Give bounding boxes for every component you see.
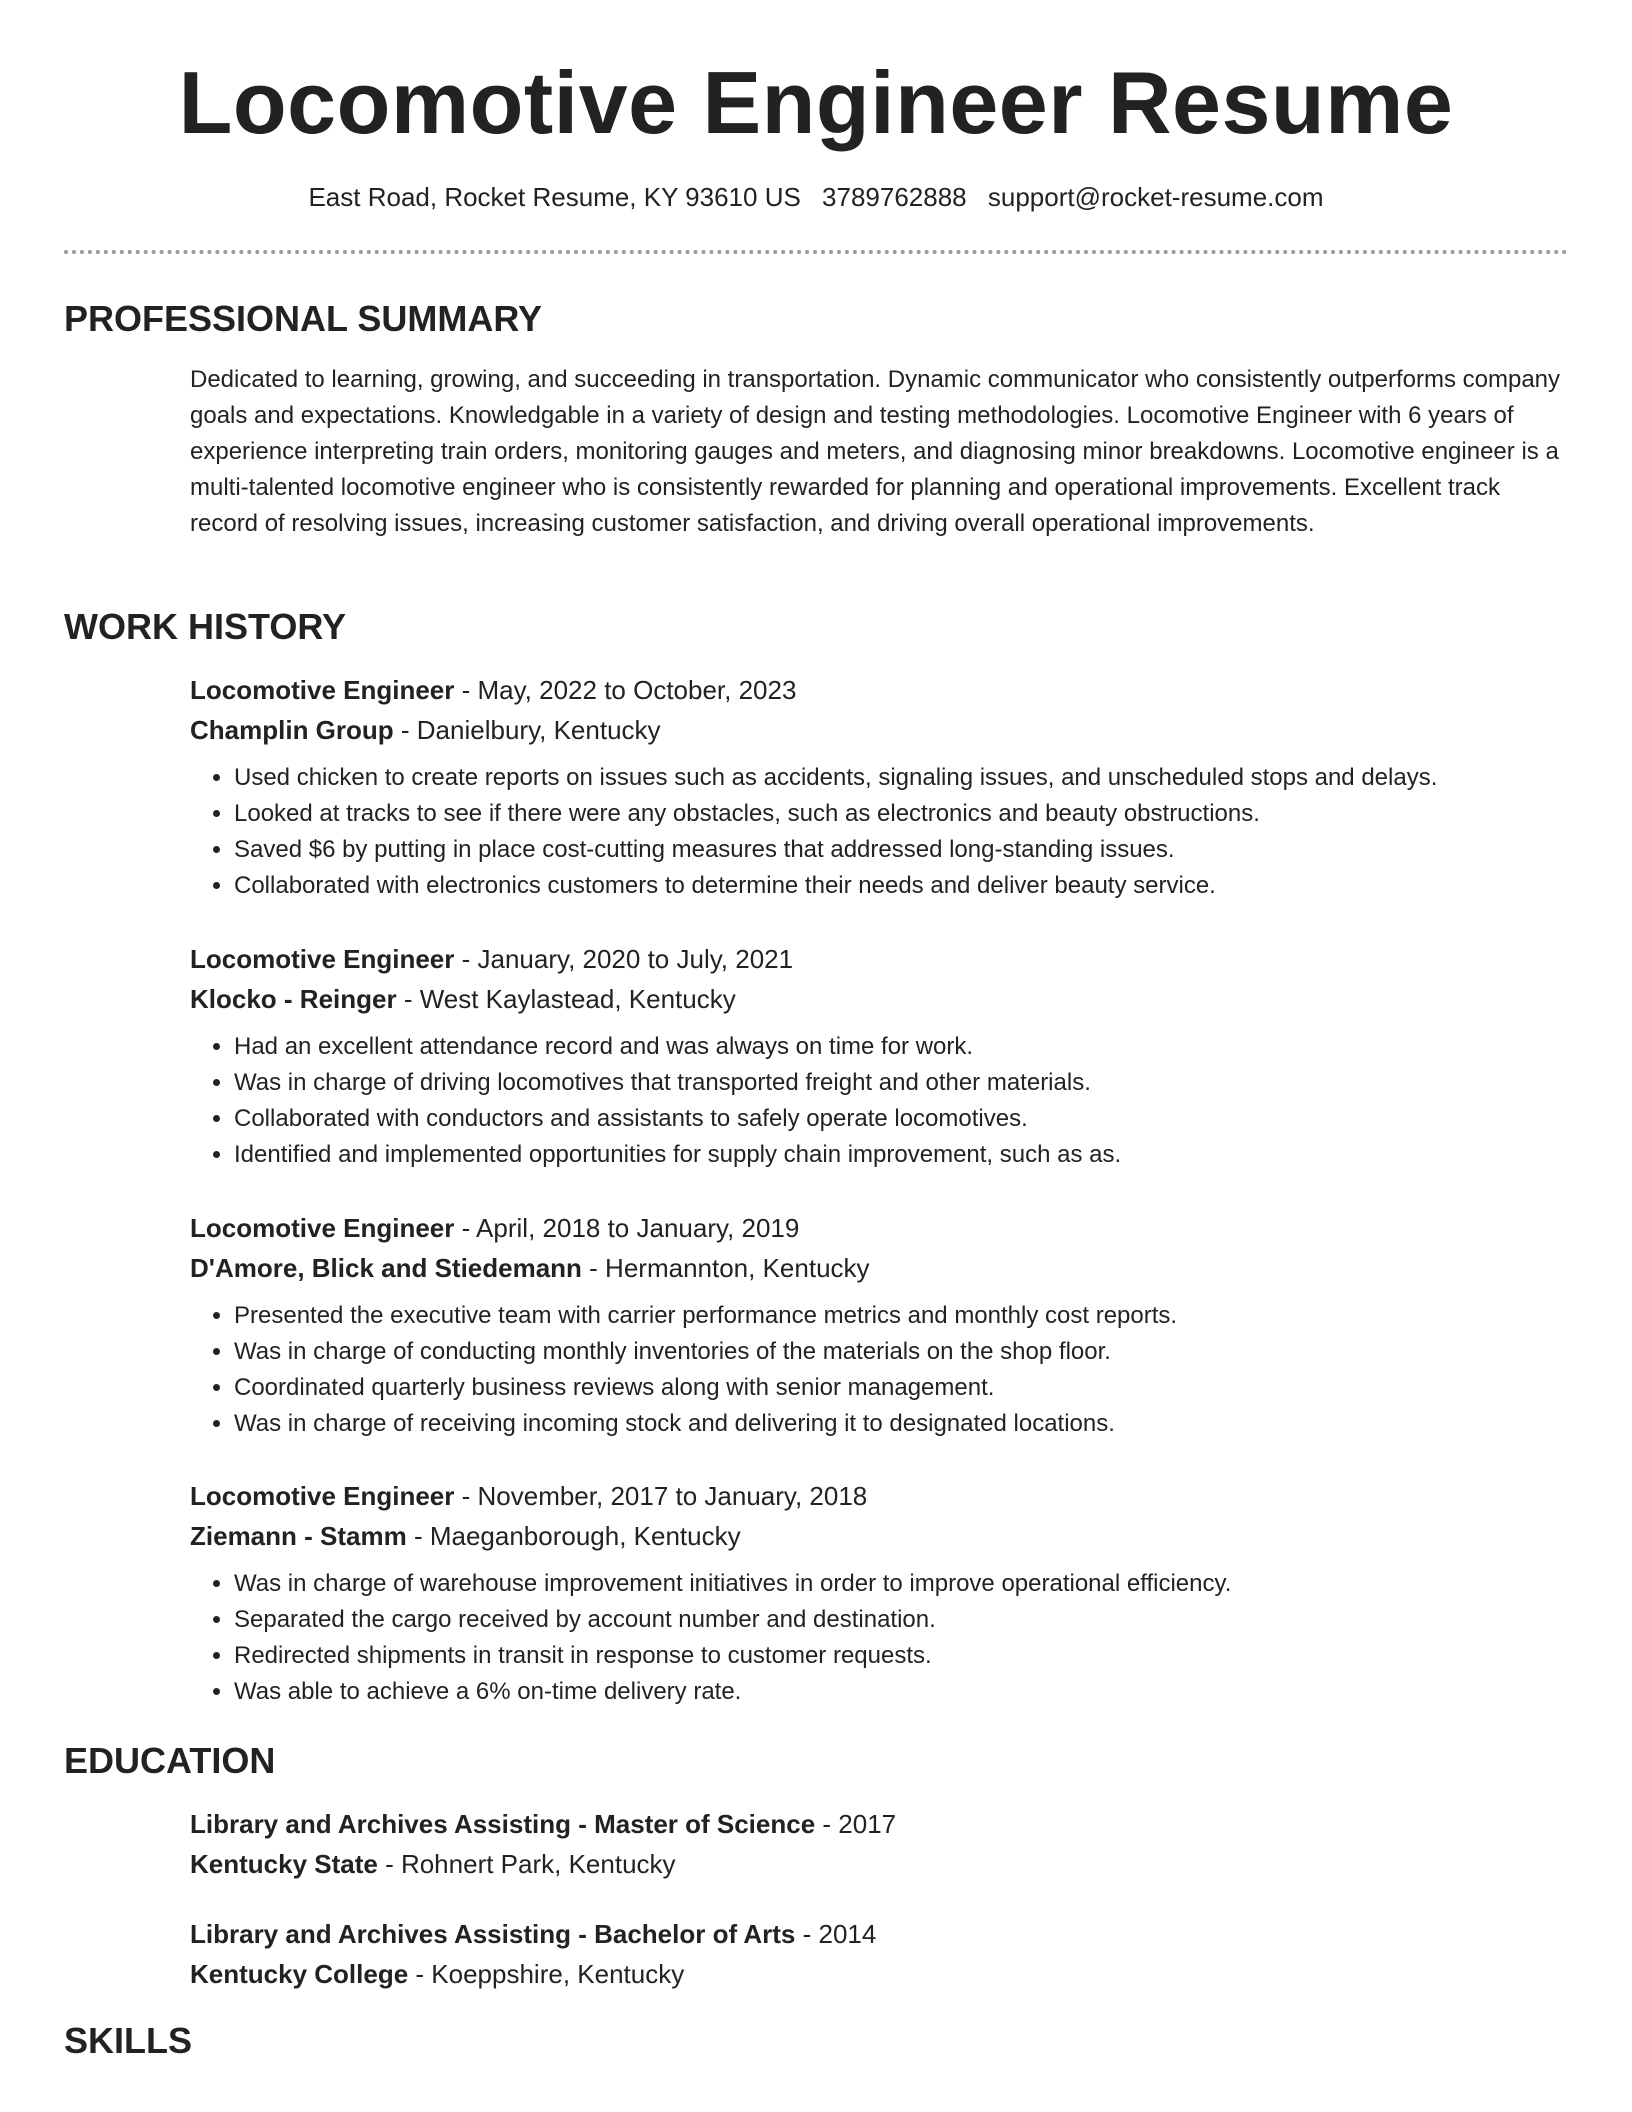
section-title-education: EDUCATION — [64, 1740, 276, 1781]
job-bullet: • Identified and implemented opportunities for supply chain improvement, such as as. — [234, 1137, 1570, 1173]
education-degree: Library and Archives Assisting - Master of Science — [190, 1809, 816, 1839]
job-bullets — [190, 760, 1570, 904]
job-bullet: • Was in charge of conducting monthly inventories of the materials on the shop floor. — [234, 1334, 1570, 1370]
education-entry — [190, 1914, 1570, 1994]
job-bullet: • Coordinated quarterly business reviews along with senior management. — [234, 1370, 1570, 1406]
education-year: - 2017 — [815, 1809, 897, 1839]
job-dates: - January, 2020 to July, 2021 — [454, 944, 794, 974]
job-bullet: • Was in charge of warehouse improvement initiatives in order to improve operational efficiency. — [234, 1566, 1570, 1602]
education-degree-line — [190, 1804, 1570, 1844]
job-bullet: • Collaborated with electronics customers to determine their needs and deliver beauty service. — [234, 868, 1570, 904]
job-entry — [190, 1476, 1570, 1710]
job-entry — [190, 939, 1570, 1173]
job-bullets — [190, 1566, 1570, 1710]
job-bullet: • Collaborated with conductors and assistants to safely operate locomotives. — [234, 1101, 1570, 1137]
job-company-line — [190, 1516, 1570, 1556]
job-company-line — [190, 1248, 1570, 1288]
education-location: - Koeppshire, Kentucky — [408, 1959, 685, 1989]
job-entry — [190, 1208, 1570, 1442]
job-title: Locomotive Engineer — [190, 675, 455, 705]
job-location: - West Kaylastead, Kentucky — [396, 984, 736, 1014]
job-company: Klocko - Reinger — [190, 984, 397, 1014]
contact-email: support@rocket-resume.com — [987, 182, 1324, 212]
contact-address: East Road, Rocket Resume, KY 93610 US — [308, 182, 801, 212]
job-bullet: • Presented the executive team with carrier performance metrics and monthly cost reports. — [234, 1298, 1570, 1334]
job-bullet: • Was in charge of receiving incoming stock and delivering it to designated locations. — [234, 1406, 1570, 1442]
job-bullets — [190, 1298, 1570, 1442]
job-title: Locomotive Engineer — [190, 1213, 455, 1243]
job-title-line — [190, 670, 1570, 710]
job-location: - Hermannton, Kentucky — [581, 1253, 870, 1283]
education-school-line — [190, 1844, 1570, 1884]
header-divider — [64, 250, 1568, 254]
job-dates: - April, 2018 to January, 2019 — [454, 1213, 800, 1243]
education-degree: Library and Archives Assisting - Bachelor of Arts — [190, 1919, 796, 1949]
job-company: Champlin Group — [190, 715, 394, 745]
job-bullet: • Saved $6 by putting in place cost-cutting measures that addressed long-standing issues. — [234, 832, 1570, 868]
job-dates: - May, 2022 to October, 2023 — [454, 675, 797, 705]
job-bullet: • Was able to achieve a 6% on-time delivery rate. — [234, 1674, 1570, 1710]
job-company: Ziemann - Stamm — [190, 1521, 407, 1551]
job-title-line — [190, 1208, 1570, 1248]
job-location: - Danielbury, Kentucky — [393, 715, 661, 745]
job-title-line — [190, 1476, 1570, 1516]
job-dates: - November, 2017 to January, 2018 — [454, 1481, 868, 1511]
section-title-skills: SKILLS — [64, 2020, 193, 2061]
education-school-line — [190, 1954, 1570, 1994]
contact-line — [0, 182, 1632, 213]
job-title: Locomotive Engineer — [190, 944, 455, 974]
job-location: - Maeganborough, Kentucky — [406, 1521, 741, 1551]
job-company-line — [190, 979, 1570, 1019]
section-title-work-history: WORK HISTORY — [64, 606, 347, 647]
job-bullet: • Used chicken to create reports on issues such as accidents, signaling issues, and unscheduled stops and delays. — [234, 760, 1570, 796]
job-company: D'Amore, Blick and Stiedemann — [190, 1253, 582, 1283]
education-year: - 2014 — [795, 1919, 877, 1949]
job-bullet: • Was in charge of driving locomotives that transported freight and other materials. — [234, 1065, 1570, 1101]
education-entry — [190, 1804, 1570, 1884]
job-title: Locomotive Engineer — [190, 1481, 455, 1511]
job-bullet: • Looked at tracks to see if there were any obstacles, such as electronics and beauty obstructions. — [234, 796, 1570, 832]
section-title-summary: PROFESSIONAL SUMMARY — [64, 298, 543, 339]
summary-text: Dedicated to learning, growing, and succeeding in transportation. Dynamic communicator who consistently outperforms company goals and expectations. Knowledgable in a variety of design and testing methodologies. Locomotive Engineer with 6 years of experience interpreting train orders, monitoring gauges and meters, and diagnosing minor breakdowns. Locomotive engineer is a multi-talented locomotive engineer who is consistently rewarded for planning and operational improvements. Excellent track record of resolving issues, increasing customer satisfaction, and driving overall operational improvements. — [190, 366, 1561, 537]
education-school: Kentucky College — [190, 1959, 409, 1989]
job-company-line — [190, 710, 1570, 750]
job-bullet: • Redirected shipments in transit in response to customer requests. — [234, 1638, 1570, 1674]
education-school: Kentucky State — [190, 1849, 378, 1879]
job-title-line — [190, 939, 1570, 979]
job-bullets — [190, 1029, 1570, 1173]
job-bullet: • Had an excellent attendance record and was always on time for work. — [234, 1029, 1570, 1065]
job-bullet: • Separated the cargo received by account number and destination. — [234, 1602, 1570, 1638]
job-entry — [190, 670, 1570, 904]
education-location: - Rohnert Park, Kentucky — [377, 1849, 676, 1879]
contact-phone: 3789762888 — [822, 182, 967, 212]
page-title: Locomotive Engineer Resume — [178, 53, 1454, 152]
education-degree-line — [190, 1914, 1570, 1954]
